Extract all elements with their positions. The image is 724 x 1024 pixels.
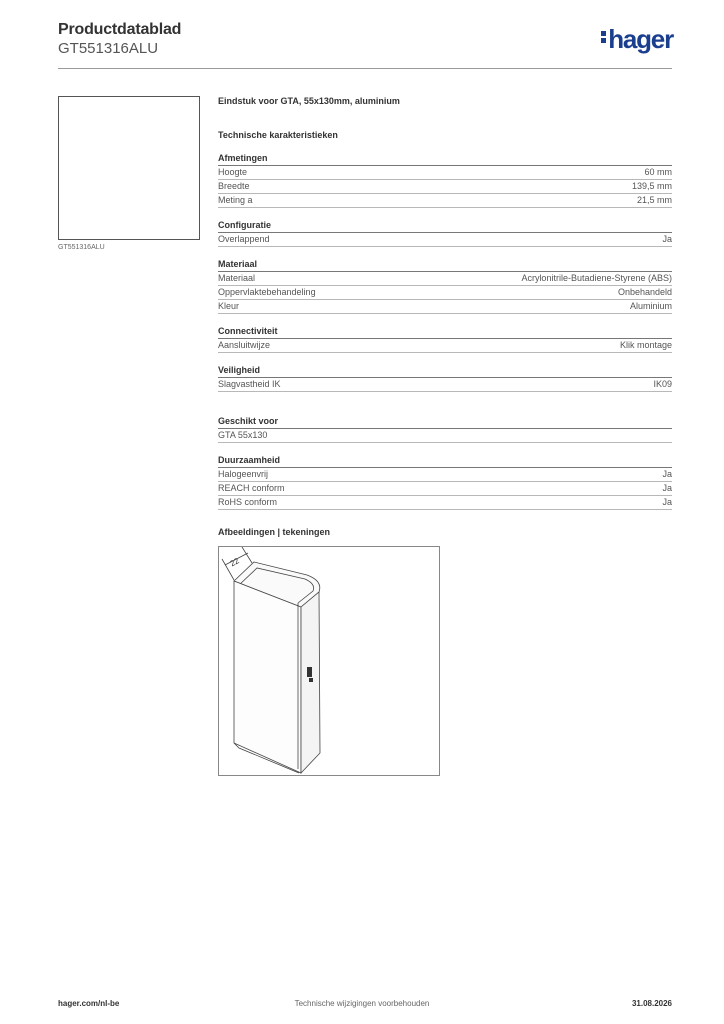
section-title: Configuratie	[218, 219, 672, 233]
footer-disclaimer: Technische wijzigingen voorbehouden	[294, 999, 430, 1008]
spec-row	[218, 166, 672, 180]
logo-dots-icon	[601, 29, 606, 45]
section-title: Geschikt voor	[218, 415, 672, 429]
spec-row	[218, 378, 672, 392]
product-code-subtitle: GT551316ALU	[58, 40, 159, 57]
spec-label: Oppervlaktebehandeling	[218, 287, 316, 297]
spec-row	[218, 496, 672, 510]
spec-label: Kleur	[218, 301, 240, 311]
spec-value: Acrylonitrile-Butadiene-Styrene (ABS)	[521, 273, 672, 283]
product-description: Eindstuk voor GTA, 55x130mm, aluminium	[218, 96, 400, 106]
hager-logo	[601, 26, 673, 52]
spec-section	[218, 325, 672, 353]
section-title: Veiligheid	[218, 364, 672, 378]
spec-value: Ja	[662, 234, 672, 244]
spec-section	[218, 258, 672, 314]
spec-value: 21,5 mm	[636, 195, 672, 205]
header-divider	[58, 68, 672, 69]
spec-value: Aluminium	[629, 301, 672, 311]
logo-text: hager	[608, 24, 673, 54]
spec-row	[218, 468, 672, 482]
spec-row	[218, 194, 672, 208]
spec-row	[218, 429, 672, 443]
spec-row	[218, 482, 672, 496]
footer-date: 31.08.2026	[631, 999, 672, 1008]
spec-row	[218, 300, 672, 314]
spec-label: RoHS conform	[218, 497, 278, 507]
spec-value: Ja	[662, 497, 672, 507]
spec-label: Overlappend	[218, 234, 270, 244]
spec-value: Ja	[662, 469, 672, 479]
section-title: Duurzaamheid	[218, 454, 672, 468]
spec-row	[218, 180, 672, 194]
spec-value: 60 mm	[644, 167, 672, 177]
spec-row	[218, 272, 672, 286]
spec-value: IK09	[653, 379, 672, 389]
spec-row	[218, 286, 672, 300]
spec-value: 139,5 mm	[631, 181, 672, 191]
end-cap-drawing	[219, 547, 441, 777]
spec-value: Klik montage	[619, 340, 672, 350]
spec-section	[218, 219, 672, 247]
spec-value: Onbehandeld	[617, 287, 672, 297]
specifications-column	[218, 96, 672, 776]
section-title: Connectiviteit	[218, 325, 672, 339]
drawing-frame	[218, 546, 440, 776]
drawings-title: Afbeeldingen | tekeningen	[218, 527, 331, 537]
spec-label: Aansluitwijze	[218, 340, 271, 350]
spec-label: Slagvastheid IK	[218, 379, 281, 389]
spec-section	[218, 152, 672, 208]
product-image-caption: GT551316ALU	[58, 244, 105, 251]
spec-section	[218, 364, 672, 392]
spec-label: Meting a	[218, 195, 253, 205]
spec-section	[218, 454, 672, 510]
spec-sections	[218, 152, 672, 392]
spec-value: Ja	[662, 483, 672, 493]
spec-label: Halogeenvrij	[218, 469, 269, 479]
spec-row	[218, 339, 672, 353]
spec-label: Materiaal	[218, 273, 256, 283]
spec-label: GTA 55x130	[218, 430, 268, 440]
spec-label: Breedte	[218, 181, 250, 191]
spec-sections-2	[218, 415, 672, 510]
spec-label: REACH conform	[218, 483, 285, 493]
section-title: Materiaal	[218, 258, 672, 272]
technical-characteristics-title: Technische karakteristieken	[218, 130, 338, 140]
dimension-label: 22	[228, 556, 241, 569]
section-title: Afmetingen	[218, 152, 672, 166]
product-image-placeholder	[58, 96, 200, 240]
spec-section	[218, 415, 672, 443]
spec-label: Hoogte	[218, 167, 248, 177]
footer-website: hager.com/nl-be	[58, 999, 120, 1008]
section-gap	[218, 392, 672, 404]
spec-row	[218, 233, 672, 247]
document-title: Productdatablad	[58, 21, 182, 38]
